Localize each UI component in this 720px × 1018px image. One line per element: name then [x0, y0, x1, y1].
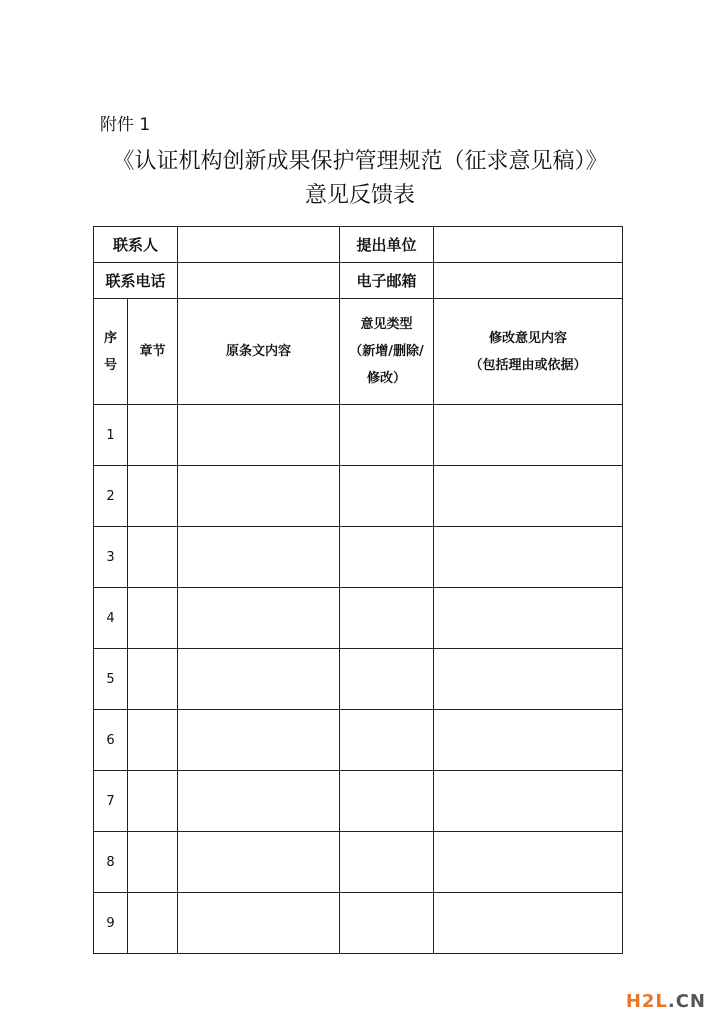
chapter-cell[interactable]	[128, 710, 178, 771]
seq-header	[94, 299, 128, 405]
row-number: 4	[94, 588, 128, 649]
type-cell[interactable]	[340, 832, 434, 893]
row-number: 7	[94, 771, 128, 832]
document-title: 《认证机构创新成果保护管理规范（征求意见稿）》	[112, 149, 608, 174]
type-header-line1: 意见类型	[360, 317, 413, 332]
original-cell[interactable]	[178, 588, 340, 649]
suggestion-cell[interactable]	[434, 771, 623, 832]
type-cell[interactable]	[340, 527, 434, 588]
phone-label: 联系电话	[94, 263, 178, 299]
feedback-table	[93, 226, 623, 954]
chapter-cell[interactable]	[128, 771, 178, 832]
watermark-part2: .CN	[667, 991, 706, 1012]
type-cell[interactable]	[340, 893, 434, 954]
table-row	[94, 893, 623, 954]
table-row	[94, 649, 623, 710]
original-cell[interactable]	[178, 832, 340, 893]
table-row	[94, 527, 623, 588]
original-cell[interactable]	[178, 710, 340, 771]
table-row	[94, 466, 623, 527]
row-number: 3	[94, 527, 128, 588]
watermark-logo	[626, 991, 706, 1012]
row-number: 2	[94, 466, 128, 527]
chapter-cell[interactable]	[128, 527, 178, 588]
contact-row	[94, 227, 623, 263]
seq-header-line2: 号	[103, 357, 117, 373]
suggestion-cell[interactable]	[434, 588, 623, 649]
type-cell[interactable]	[340, 466, 434, 527]
chapter-cell[interactable]	[128, 588, 178, 649]
type-header-line2: （新增/删除/	[349, 344, 424, 359]
row-number: 1	[94, 405, 128, 466]
suggestion-cell[interactable]	[434, 710, 623, 771]
table-row	[94, 588, 623, 649]
chapter-cell[interactable]	[128, 832, 178, 893]
suggestion-header-line2: （包括理由或依据）	[469, 357, 587, 373]
unit-label: 提出单位	[340, 227, 434, 263]
type-cell[interactable]	[340, 405, 434, 466]
phone-row	[94, 263, 623, 299]
attachment-label: 附件 1	[100, 115, 151, 135]
unit-field[interactable]	[434, 227, 623, 263]
chapter-cell[interactable]	[128, 405, 178, 466]
suggestion-cell[interactable]	[434, 649, 623, 710]
original-cell[interactable]	[178, 893, 340, 954]
suggestion-cell[interactable]	[434, 832, 623, 893]
chapter-cell[interactable]	[128, 466, 178, 527]
email-field[interactable]	[434, 263, 623, 299]
seq-header-line1: 序	[103, 330, 117, 346]
suggestion-header	[434, 299, 623, 405]
original-cell[interactable]	[178, 771, 340, 832]
original-cell[interactable]	[178, 527, 340, 588]
original-cell[interactable]	[178, 405, 340, 466]
contact-field[interactable]	[178, 227, 340, 263]
type-header-line3: 修改）	[367, 371, 407, 386]
row-number: 6	[94, 710, 128, 771]
chapter-cell[interactable]	[128, 893, 178, 954]
watermark-part1: H2L	[625, 991, 668, 1012]
suggestion-header-line1: 修改意见内容	[489, 330, 568, 346]
original-header: 原条文内容	[178, 299, 340, 405]
column-header-row	[94, 299, 623, 405]
document-subtitle: 意见反馈表	[304, 183, 415, 208]
table-row	[94, 405, 623, 466]
chapter-header: 章节	[128, 299, 178, 405]
table-row	[94, 771, 623, 832]
phone-field[interactable]	[178, 263, 340, 299]
type-cell[interactable]	[340, 588, 434, 649]
table-row	[94, 710, 623, 771]
type-header	[340, 299, 434, 405]
suggestion-cell[interactable]	[434, 893, 623, 954]
email-label: 电子邮箱	[340, 263, 434, 299]
type-cell[interactable]	[340, 649, 434, 710]
table-row	[94, 832, 623, 893]
chapter-cell[interactable]	[128, 649, 178, 710]
suggestion-cell[interactable]	[434, 405, 623, 466]
original-cell[interactable]	[178, 466, 340, 527]
suggestion-cell[interactable]	[434, 527, 623, 588]
row-number: 9	[94, 893, 128, 954]
type-cell[interactable]	[340, 771, 434, 832]
row-number: 8	[94, 832, 128, 893]
original-cell[interactable]	[178, 649, 340, 710]
suggestion-cell[interactable]	[434, 466, 623, 527]
row-number: 5	[94, 649, 128, 710]
type-cell[interactable]	[340, 710, 434, 771]
contact-label: 联系人	[94, 227, 178, 263]
